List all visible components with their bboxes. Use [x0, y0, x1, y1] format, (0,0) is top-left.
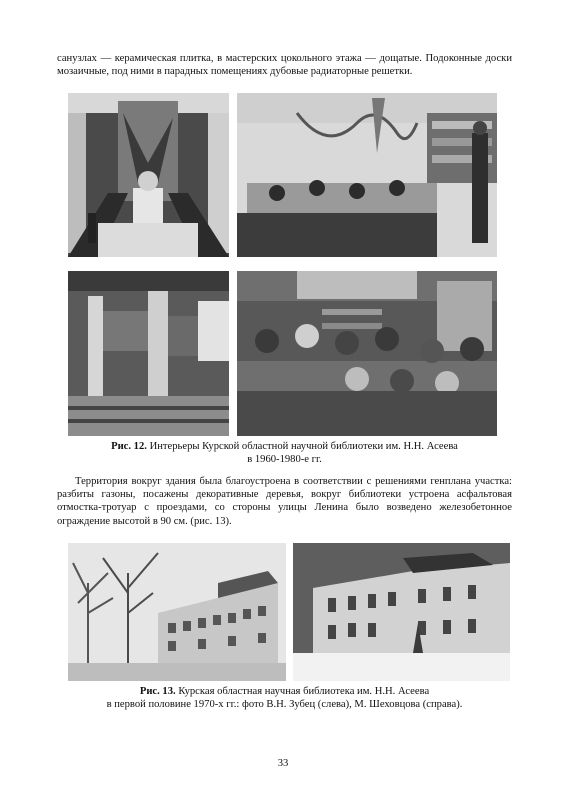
photo-staircase-bust [68, 93, 229, 257]
photo-building-winter-right [293, 543, 510, 681]
figure12-caption-line1: Интерьеры Курской областной научной библиотеки им. Н.Н. Асеева [146, 441, 458, 452]
figure13-caption-line1: Курская областная научная библиотека им. Н.Н. Асеева [175, 686, 430, 697]
figure12-caption-line2: в 1960-1980-е гг. [247, 454, 322, 465]
photo-hall-interior [68, 271, 229, 436]
photo-building-winter-left [68, 543, 286, 681]
photo-library-staff [237, 271, 497, 436]
figure12-caption [57, 440, 512, 466]
figure12-label: Рис. 12. [111, 441, 147, 452]
figure13-label: Рис. 13. [139, 686, 176, 697]
intro-paragraph: санузлах — керамическая плитка, в мастерских цокольного этажа — дощатые. Подоконные доски мозаичные, под ними в парадных помещениях дубовые радиаторные решетки. [57, 53, 512, 78]
figure13-caption-line2: в первой половине 1970-х гг.: фото В.Н. Зубец (слева), М. Шеховцова (справа). [106, 699, 463, 710]
figure13-caption [57, 685, 512, 711]
body-paragraph [57, 475, 512, 528]
page-number: 33 [277, 758, 289, 769]
body-paragraph-text: Территория вокруг здания была благоустроена в соответствии с решениями генплана участка: разбиты газоны, посажены декоративные деревья, вокруг библиотеки устроена асфальтовая отмостка-тротуар с проездами, со стороны улицы Ленина было возведено железобетонное ограждение высотой в 90 см. (рис. 13). [57, 476, 512, 527]
photo-reading-room-stage [237, 93, 497, 257]
